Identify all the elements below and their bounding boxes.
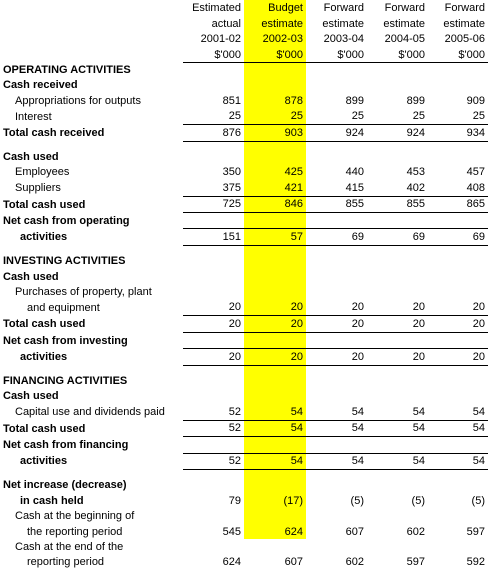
- table-row: [0, 420, 488, 436]
- value-cell: 54: [306, 404, 367, 420]
- row-label: Cash at the beginning of: [15, 510, 135, 523]
- value-cell: [367, 389, 428, 404]
- value-cell: [428, 478, 488, 493]
- value-cell: [306, 285, 367, 300]
- value-cell: 54: [428, 404, 488, 420]
- row-label: Capital use and dividends paid: [15, 406, 165, 419]
- column-header-line: estimate: [443, 17, 485, 30]
- value-cell: [367, 269, 428, 284]
- table-row: [0, 300, 488, 316]
- value-cell: [306, 374, 367, 389]
- row-label: Interest: [15, 110, 52, 123]
- header-row: [0, 46, 488, 62]
- row-label: activities: [20, 455, 68, 468]
- value-cell: 725: [183, 196, 244, 212]
- value-cell: 69: [428, 229, 488, 245]
- column-header-line: 2002-03: [262, 33, 303, 46]
- label-row: [0, 374, 488, 389]
- value-cell: [244, 150, 306, 165]
- value-cell: 20: [367, 316, 428, 332]
- row-label: Cash used: [3, 150, 59, 163]
- value-cell: [244, 374, 306, 389]
- table-row: [0, 453, 488, 469]
- row-label: Total cash used: [3, 318, 86, 331]
- column-header-line: Forward: [323, 2, 364, 15]
- column-header-line: $'000: [244, 46, 306, 62]
- row-label: Net cash from operating: [3, 214, 130, 227]
- table-row: [0, 125, 488, 141]
- label-row: [0, 540, 488, 555]
- value-cell: [306, 478, 367, 493]
- value-cell: [244, 437, 306, 453]
- table-row: [0, 404, 488, 420]
- value-cell: [183, 374, 244, 389]
- value-cell: [183, 254, 244, 269]
- table-row: [0, 316, 488, 332]
- row-label: Net cash from financing: [3, 439, 129, 452]
- value-cell: [367, 332, 428, 348]
- value-cell: 865: [428, 196, 488, 212]
- spacer-cell: [306, 365, 367, 374]
- label-row: [0, 437, 488, 453]
- value-cell: [244, 213, 306, 229]
- value-cell: [244, 509, 306, 524]
- value-cell: 20: [244, 349, 306, 365]
- value-cell: 54: [306, 420, 367, 436]
- value-cell: [428, 540, 488, 555]
- value-cell: [306, 62, 367, 78]
- value-cell: [183, 437, 244, 453]
- value-cell: 846: [244, 196, 306, 212]
- value-cell: 79: [228, 494, 241, 507]
- value-cell: [367, 213, 428, 229]
- label-row: [0, 389, 488, 404]
- row-label: Cash used: [3, 390, 59, 403]
- value-cell: [428, 213, 488, 229]
- value-cell: [244, 540, 306, 555]
- value-cell: 597: [466, 525, 485, 538]
- value-cell: [306, 78, 367, 93]
- value-cell: 20: [428, 300, 488, 316]
- value-cell: 20: [428, 316, 488, 332]
- value-cell: [306, 332, 367, 348]
- label-row: [0, 78, 488, 93]
- value-cell: [183, 62, 244, 78]
- row-label: Appropriations for outputs: [15, 94, 141, 107]
- value-cell: [367, 78, 428, 93]
- value-cell: 52: [183, 420, 244, 436]
- value-cell: [244, 78, 306, 93]
- value-cell: [367, 437, 428, 453]
- value-cell: 69: [367, 229, 428, 245]
- column-header-line: 2001-02: [200, 33, 241, 46]
- value-cell: [306, 389, 367, 404]
- value-cell: 457: [466, 166, 485, 179]
- value-cell: [428, 509, 488, 524]
- value-cell: [183, 389, 244, 404]
- value-cell: 20: [367, 300, 428, 316]
- header-spacer: [0, 31, 183, 46]
- row-label: FINANCING ACTIVITIES: [3, 374, 128, 387]
- spacer-cell: [367, 245, 428, 254]
- value-cell: 54: [428, 453, 488, 469]
- value-cell: [244, 389, 306, 404]
- row-label: reporting period: [27, 556, 105, 569]
- table-row: [0, 349, 488, 365]
- value-cell: [428, 374, 488, 389]
- value-cell: 25: [428, 109, 488, 125]
- value-cell: 52: [183, 404, 244, 420]
- column-header-line: $'000: [428, 46, 488, 62]
- column-header-line: Forward: [444, 2, 485, 15]
- value-cell: 899: [406, 94, 425, 107]
- value-cell: [306, 150, 367, 165]
- value-cell: [306, 254, 367, 269]
- table-row: [0, 229, 488, 245]
- column-header-line: 2004-05: [384, 33, 425, 46]
- value-cell: [367, 374, 428, 389]
- column-header-line: 2005-06: [444, 33, 485, 46]
- header-spacer: [0, 0, 183, 15]
- value-cell: (5): [471, 494, 485, 507]
- label-row: [0, 269, 488, 284]
- value-cell: 57: [244, 229, 306, 245]
- value-cell: 602: [406, 525, 425, 538]
- spacer-row: [0, 141, 488, 150]
- value-cell: [183, 213, 244, 229]
- value-cell: [183, 332, 244, 348]
- table-row: [0, 180, 488, 196]
- value-cell: 20: [367, 349, 428, 365]
- table-row: [0, 165, 488, 180]
- value-cell: [428, 437, 488, 453]
- value-cell: [428, 62, 488, 78]
- value-cell: 54: [367, 420, 428, 436]
- value-cell: 20: [183, 316, 244, 332]
- column-header-line: estimate: [383, 17, 425, 30]
- spacer-cell: [306, 469, 367, 478]
- value-cell: 607: [345, 525, 364, 538]
- value-cell: [183, 269, 244, 284]
- value-cell: 592: [466, 556, 485, 569]
- row-label: INVESTING ACTIVITIES: [3, 255, 126, 268]
- value-cell: 151: [183, 229, 244, 245]
- value-cell: 25: [244, 109, 306, 125]
- value-cell: (17): [283, 494, 303, 507]
- table-row: [0, 109, 488, 125]
- spacer-cell: [183, 469, 244, 478]
- value-cell: 20: [306, 300, 367, 316]
- value-cell: [428, 150, 488, 165]
- row-label: Total cash used: [3, 198, 86, 211]
- value-cell: 453: [406, 166, 425, 179]
- spacer-cell: [183, 245, 244, 254]
- value-cell: 624: [222, 556, 241, 569]
- value-cell: [367, 150, 428, 165]
- spacer-cell: [244, 365, 306, 374]
- value-cell: 415: [306, 180, 367, 196]
- value-cell: [306, 437, 367, 453]
- header-row: [0, 0, 488, 15]
- value-cell: 25: [367, 109, 428, 125]
- value-cell: [428, 285, 488, 300]
- value-cell: [244, 478, 306, 493]
- value-cell: [428, 78, 488, 93]
- spacer-row: [0, 365, 488, 374]
- value-cell: 54: [244, 404, 306, 420]
- row-label: and equipment: [27, 301, 100, 314]
- label-row: [0, 254, 488, 269]
- value-cell: [428, 269, 488, 284]
- value-cell: [428, 332, 488, 348]
- header-row: [0, 15, 488, 30]
- value-cell: [183, 478, 244, 493]
- label-row: [0, 332, 488, 348]
- value-cell: [367, 285, 428, 300]
- row-label: Total cash received: [3, 127, 105, 140]
- value-cell: 909: [466, 94, 485, 107]
- value-cell: 402: [367, 180, 428, 196]
- column-header-line: estimate: [261, 17, 303, 30]
- column-header-line: $'000: [367, 46, 428, 62]
- spacer-cell: [0, 245, 183, 254]
- value-cell: [306, 269, 367, 284]
- value-cell: [367, 254, 428, 269]
- label-row: [0, 150, 488, 165]
- value-cell: 851: [222, 94, 241, 107]
- value-cell: [306, 540, 367, 555]
- row-label: activities: [20, 351, 68, 364]
- table-row: [0, 524, 488, 539]
- spacer-cell: [0, 365, 183, 374]
- label-row: [0, 509, 488, 524]
- spacer-cell: [244, 141, 306, 150]
- row-label: Suppliers: [15, 182, 61, 195]
- column-header-line: Budget: [268, 2, 303, 15]
- value-cell: (5): [411, 494, 425, 507]
- spacer-row: [0, 469, 488, 478]
- value-cell: [428, 254, 488, 269]
- value-cell: 54: [306, 453, 367, 469]
- value-cell: [183, 150, 244, 165]
- value-cell: 375: [183, 180, 244, 196]
- column-header-line: Estimated: [192, 2, 241, 15]
- row-label: Cash at the end of the: [15, 540, 124, 553]
- row-label: Cash used: [3, 270, 59, 283]
- value-cell: 54: [244, 453, 306, 469]
- value-cell: 20: [183, 300, 244, 316]
- value-cell: 25: [306, 109, 367, 125]
- value-cell: 607: [284, 556, 303, 569]
- value-cell: 25: [183, 109, 244, 125]
- column-header-line: Forward: [384, 2, 425, 15]
- header-spacer: [0, 46, 183, 62]
- value-cell: [244, 62, 306, 78]
- column-header-line: $'000: [306, 46, 367, 62]
- value-cell: [244, 269, 306, 284]
- value-cell: 425: [284, 166, 303, 179]
- value-cell: [183, 509, 244, 524]
- row-label: Purchases of property, plant: [15, 286, 152, 299]
- spacer-cell: [0, 141, 183, 150]
- value-cell: 899: [345, 94, 364, 107]
- value-cell: [306, 509, 367, 524]
- value-cell: [183, 540, 244, 555]
- value-cell: 421: [244, 180, 306, 196]
- column-header-line: actual: [211, 17, 241, 30]
- row-label: Total cash used: [3, 422, 86, 435]
- row-label: activities: [20, 231, 68, 244]
- value-cell: 408: [428, 180, 488, 196]
- column-header-line: estimate: [322, 17, 364, 30]
- value-cell: [367, 478, 428, 493]
- value-cell: 602: [345, 556, 364, 569]
- row-label: Net increase (decrease): [3, 479, 127, 492]
- label-row: [0, 478, 488, 493]
- row-label: the reporting period: [27, 525, 123, 538]
- value-cell: 903: [244, 125, 306, 141]
- spacer-cell: [428, 365, 488, 374]
- value-cell: 440: [345, 166, 364, 179]
- spacer-cell: [0, 469, 183, 478]
- value-cell: [244, 285, 306, 300]
- value-cell: [306, 213, 367, 229]
- value-cell: 855: [306, 196, 367, 212]
- value-cell: [183, 78, 244, 93]
- value-cell: [428, 389, 488, 404]
- row-label: in cash held: [20, 494, 84, 507]
- value-cell: [367, 509, 428, 524]
- label-row: [0, 213, 488, 229]
- value-cell: 69: [306, 229, 367, 245]
- value-cell: 54: [367, 404, 428, 420]
- value-cell: 934: [428, 125, 488, 141]
- table-row: [0, 555, 488, 570]
- value-cell: 878: [284, 94, 303, 107]
- value-cell: [244, 254, 306, 269]
- value-cell: [244, 332, 306, 348]
- row-label: Employees: [15, 166, 70, 179]
- value-cell: 20: [244, 300, 306, 316]
- spacer-cell: [428, 141, 488, 150]
- column-header-line: 2003-04: [323, 33, 364, 46]
- value-cell: [183, 285, 244, 300]
- table-row: [0, 196, 488, 212]
- value-cell: 350: [222, 166, 241, 179]
- spacer-cell: [244, 469, 306, 478]
- spacer-cell: [306, 245, 367, 254]
- value-cell: [367, 540, 428, 555]
- table-row: [0, 493, 488, 508]
- row-label: Cash received: [3, 79, 78, 92]
- value-cell: 54: [244, 420, 306, 436]
- value-cell: 855: [367, 196, 428, 212]
- spacer-cell: [428, 245, 488, 254]
- column-header-line: $'000: [183, 46, 244, 62]
- value-cell: 545: [222, 525, 241, 538]
- value-cell: 924: [367, 125, 428, 141]
- spacer-cell: [183, 141, 244, 150]
- spacer-cell: [306, 141, 367, 150]
- table-row: [0, 93, 488, 108]
- spacer-cell: [428, 469, 488, 478]
- value-cell: [367, 62, 428, 78]
- value-cell: 924: [306, 125, 367, 141]
- label-row: [0, 285, 488, 300]
- value-cell: 20: [428, 349, 488, 365]
- spacer-cell: [367, 141, 428, 150]
- value-cell: (5): [350, 494, 364, 507]
- header-row: [0, 31, 488, 46]
- spacer-cell: [244, 245, 306, 254]
- row-label: Net cash from investing: [3, 334, 128, 347]
- header-spacer: [0, 15, 183, 30]
- label-row: [0, 62, 488, 78]
- value-cell: 876: [183, 125, 244, 141]
- spacer-cell: [367, 365, 428, 374]
- value-cell: 54: [367, 453, 428, 469]
- value-cell: 20: [244, 316, 306, 332]
- row-label: OPERATING ACTIVITIES: [3, 63, 131, 76]
- spacer-cell: [367, 469, 428, 478]
- value-cell: 624: [284, 525, 303, 538]
- value-cell: 20: [306, 349, 367, 365]
- value-cell: 20: [183, 349, 244, 365]
- spacer-cell: [183, 365, 244, 374]
- value-cell: 54: [428, 420, 488, 436]
- value-cell: 20: [306, 316, 367, 332]
- value-cell: 597: [406, 556, 425, 569]
- spacer-row: [0, 245, 488, 254]
- value-cell: 52: [183, 453, 244, 469]
